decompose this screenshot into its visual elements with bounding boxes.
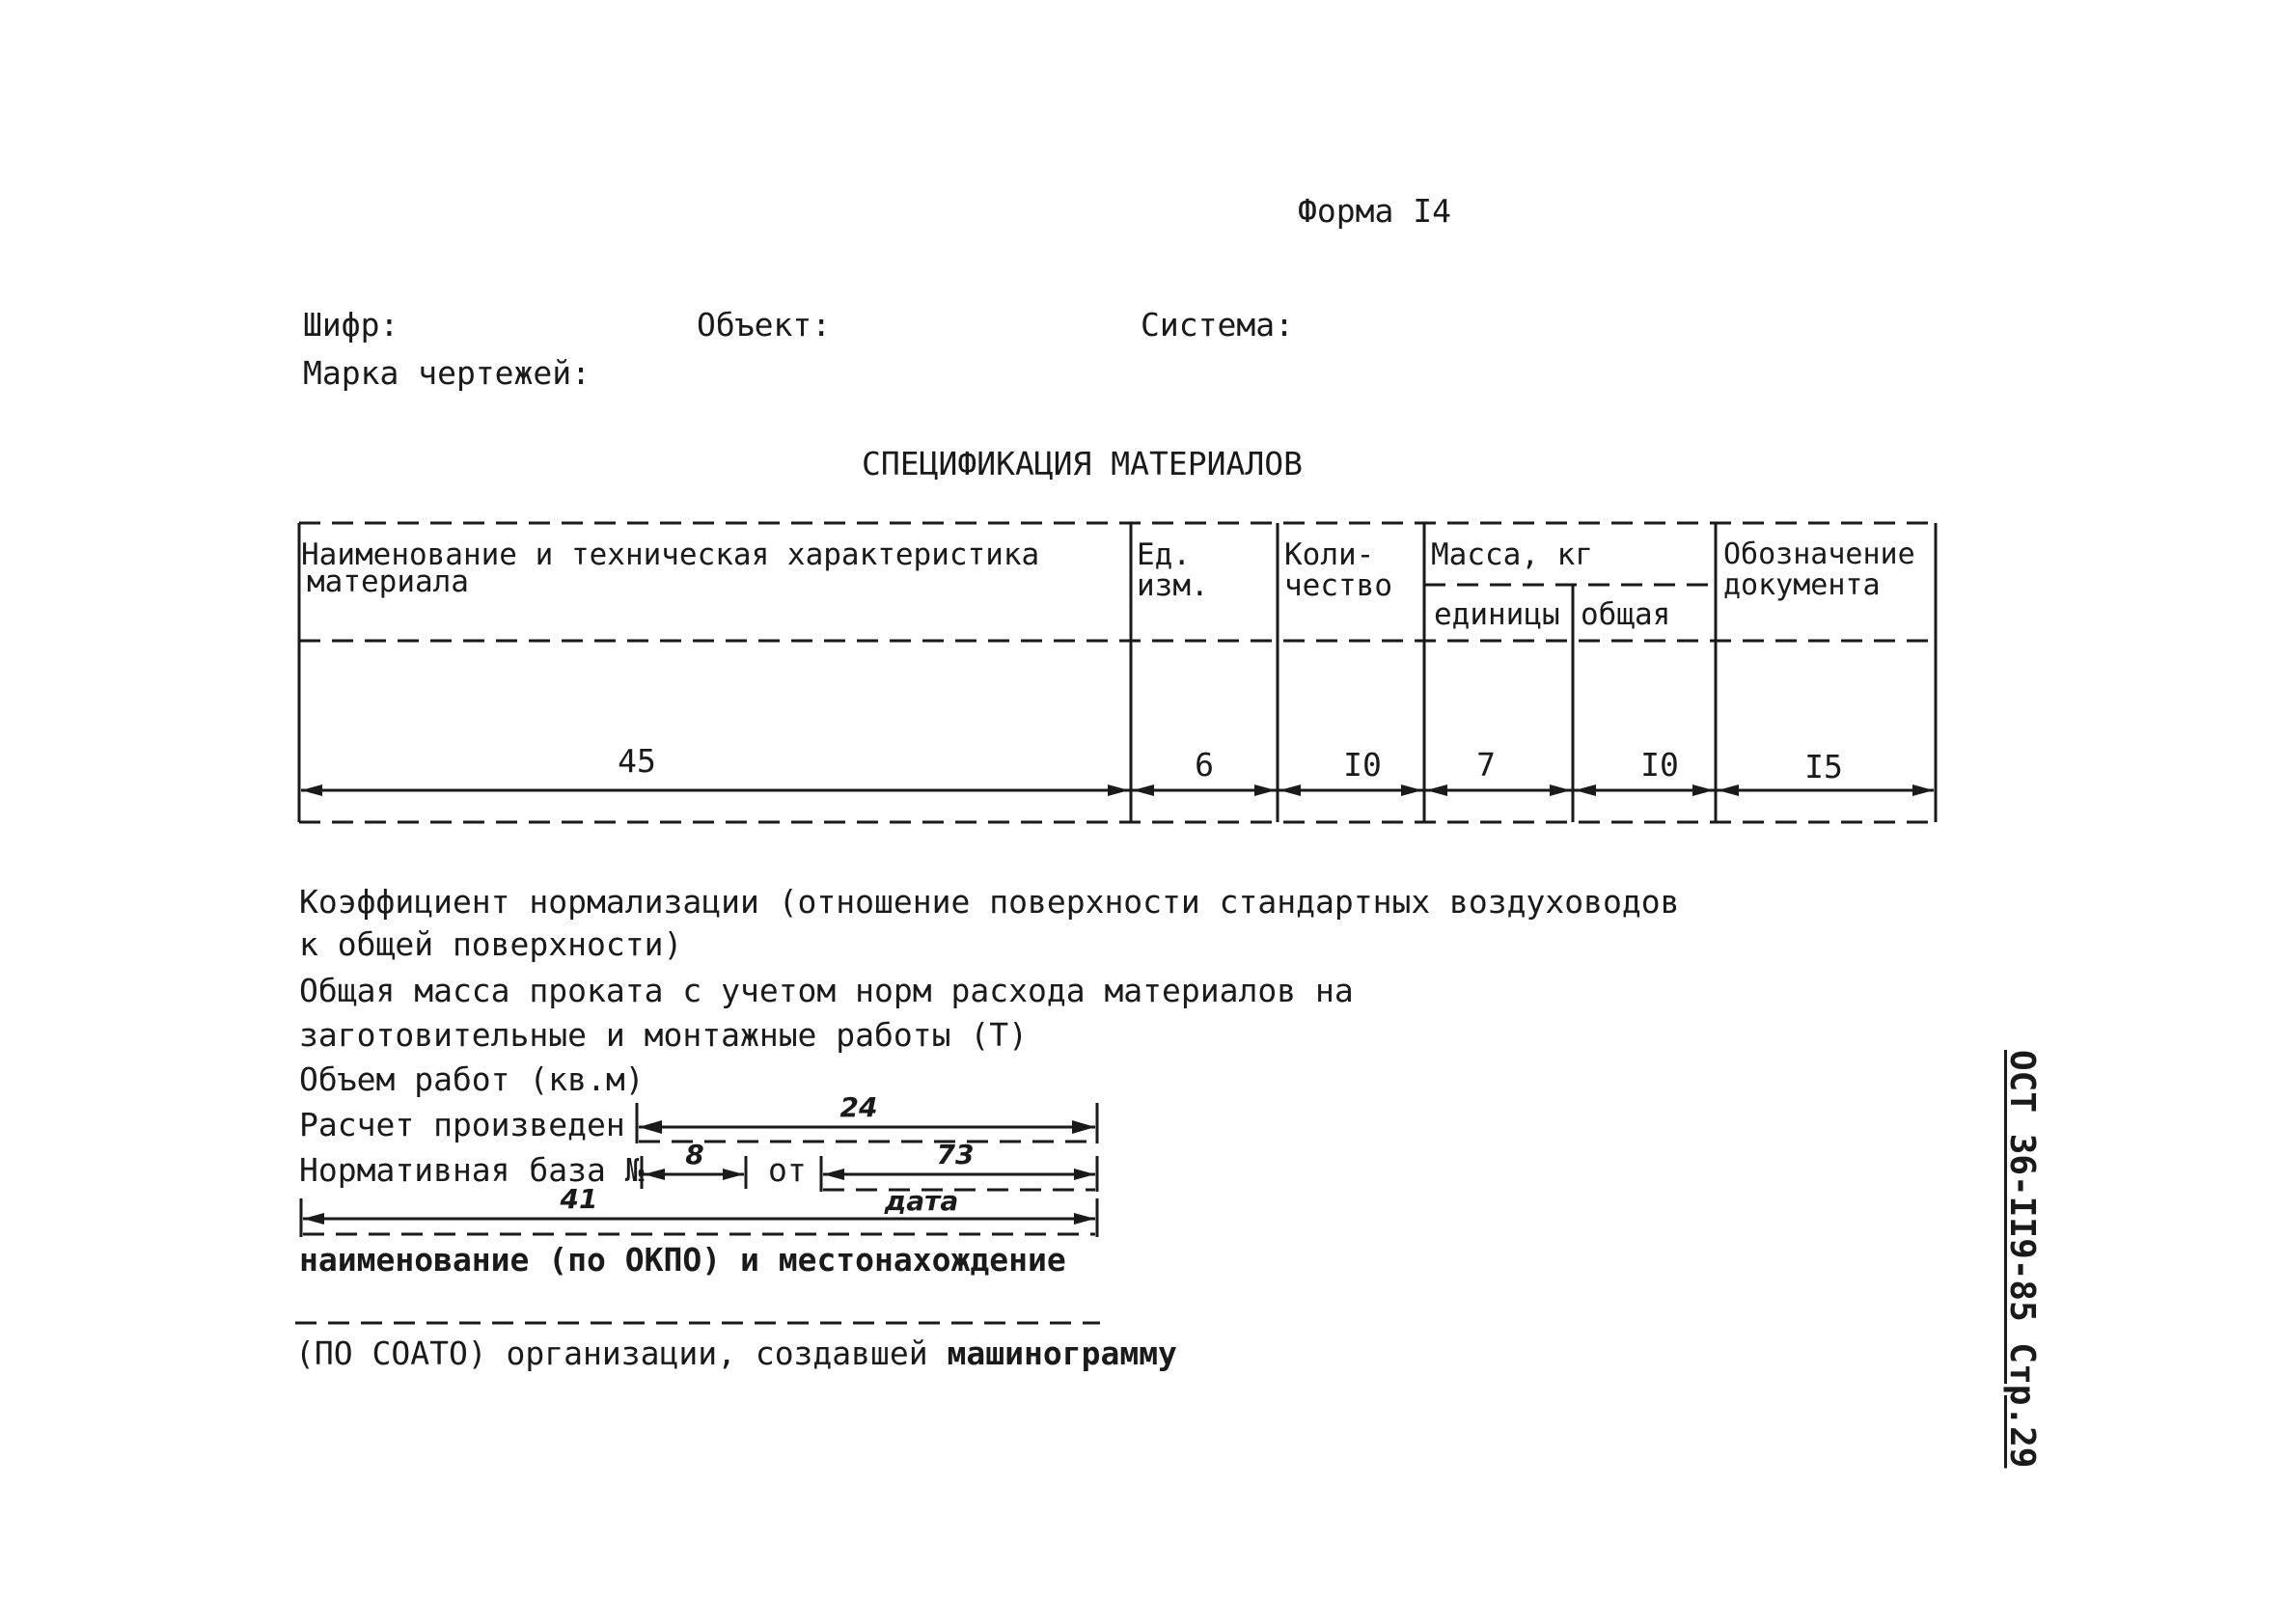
side-standard-stamp: ОСТ 36-II9-85 Стр.29 [2002,1050,2042,1469]
form-label: Форма I4 [1298,192,1451,230]
system-label: Система: [1141,306,1294,344]
column-name-header-line2: материала [307,564,469,599]
calc-width: 24 [839,1091,878,1123]
org-name-caption-part2: местонахождение [778,1241,1066,1279]
column-mass-header: Масса, кг [1431,537,1593,572]
org-location-caption-part2: машинограмму [947,1335,1177,1372]
calc-label: Расчет произведен [299,1106,625,1143]
date-label: дата [884,1185,959,1217]
column-qty-header-line1: Коли- [1284,537,1375,572]
page-title: СПЕЦИФИКАЦИЯ МАТЕРИАЛОВ [862,445,1303,482]
note-mass-line1: Общая масса проката с учетом норм расхода материалов на [299,972,1354,1009]
org-name-caption [299,1241,1066,1279]
note-mass-line2: заготовительные и монтажные работы (Т) [299,1016,1028,1054]
org-location-caption [295,1335,1177,1372]
width-qty-column: I0 [1343,746,1382,784]
note-normalization-line2: к общей поверхности) [299,925,683,963]
width-doc-column: I5 [1804,748,1843,785]
column-doc-header-line1: Обозначение [1723,537,1915,571]
from-width: 73 [936,1139,975,1170]
object-label: Объект: [697,306,832,344]
note-normalization-line1: Коэффициент нормализации (отношение поверхности стандартных воздуховодов [299,883,1680,921]
drawing-mark-label: Марка чертежей: [303,354,591,392]
cipher-label: Шифр: [303,306,399,344]
norm-base-label: Нормативная база № [299,1151,645,1189]
column-doc-header-line2: документа [1723,568,1881,602]
column-unit-header-line1: Ед. [1137,537,1191,572]
org-location-caption-part1: (ПО СОАТО) организации, создавшей [295,1335,948,1372]
column-mass-unit-header: единицы [1434,597,1560,632]
column-unit-header-line2: изм. [1137,568,1209,603]
org-name-caption-part1: наименование (по ОКПО) и [299,1241,779,1279]
org-width: 41 [560,1183,598,1215]
column-mass-total-header: общая [1581,597,1671,632]
column-qty-header-line2: чество [1284,568,1392,603]
width-mass-total-column: I0 [1640,746,1679,784]
width-unit-column: 6 [1195,746,1214,784]
from-label: от [768,1151,807,1189]
width-mass-unit-column: 7 [1476,746,1496,784]
width-name-column: 45 [618,742,656,780]
column-name-header-line1: Наименование и техническая характеристика [301,537,1040,572]
norm-base-width: 8 [685,1139,704,1170]
note-volume: Объем работ (кв.м) [299,1060,645,1098]
